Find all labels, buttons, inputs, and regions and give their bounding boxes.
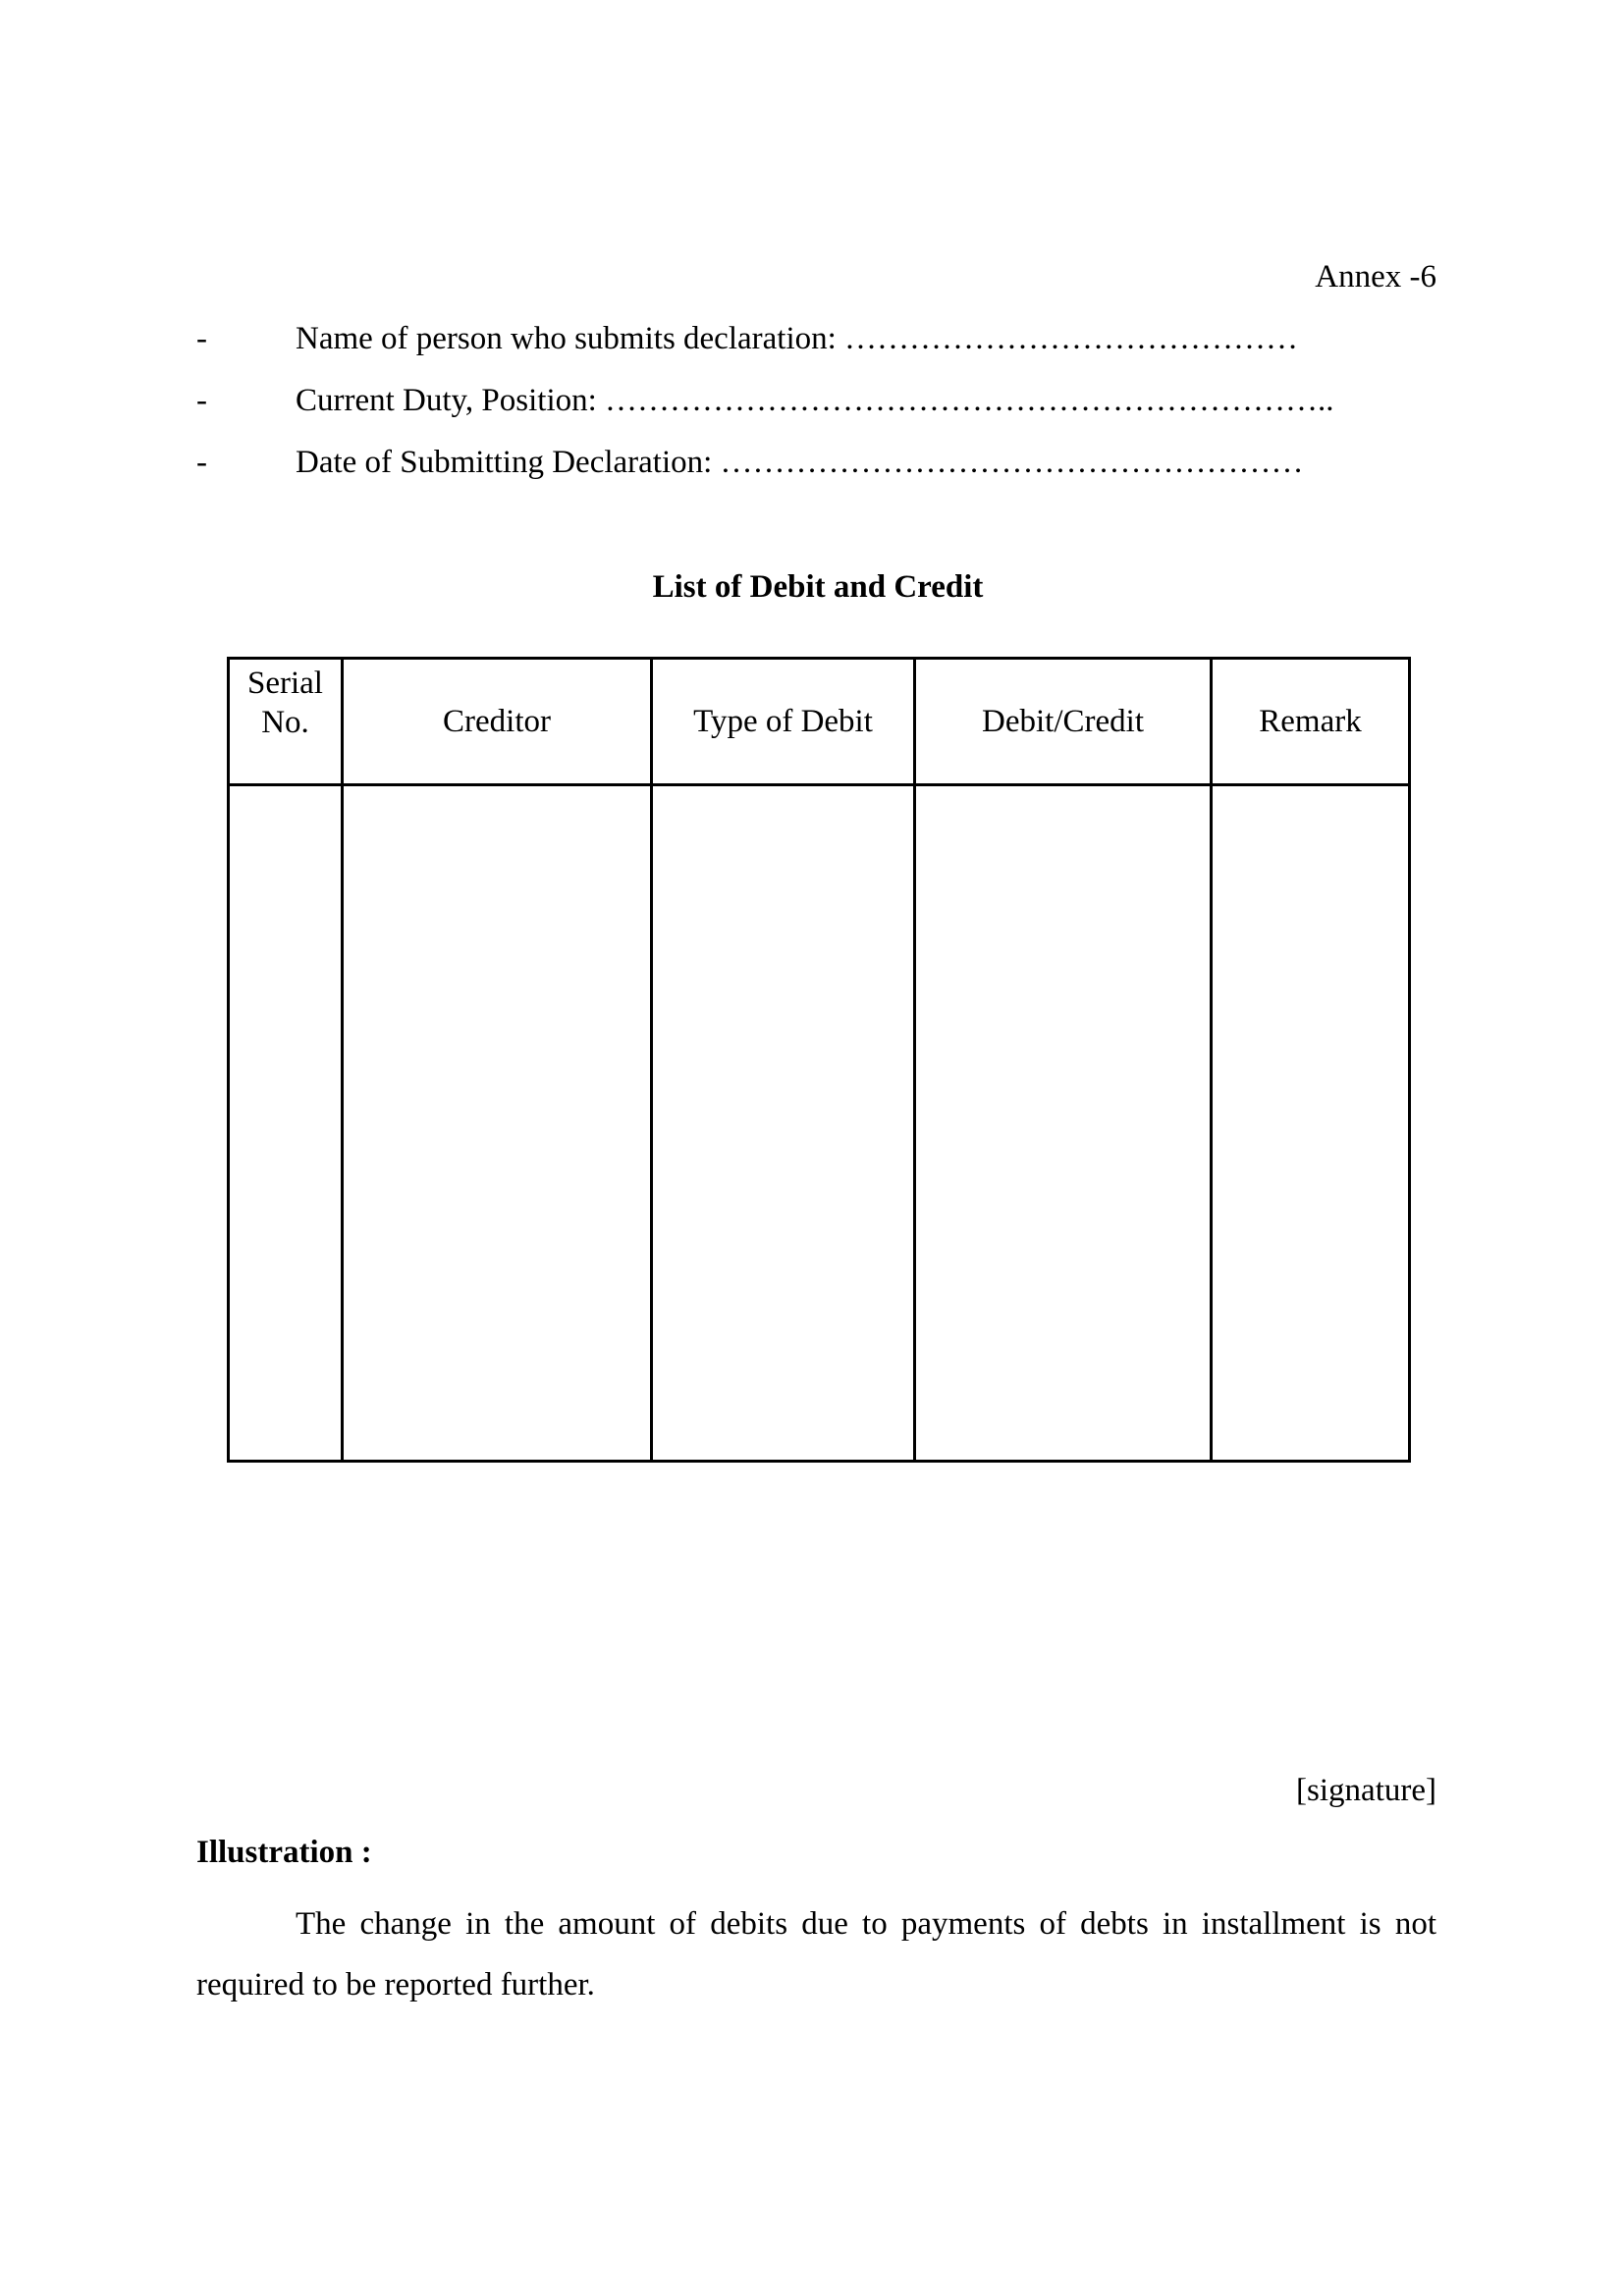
debit-credit-table (227, 657, 1411, 1463)
cell-type-of-debit[interactable] (652, 785, 915, 1462)
column-header-debit-credit: Debit/Credit (915, 659, 1212, 785)
column-header-serial-line2: No. (261, 705, 309, 740)
column-header-type-of-debit: Type of Debit (652, 659, 915, 785)
list-marker: - (196, 445, 207, 480)
field-submission-date-text: Date of Submitting Declaration: ……………………………………………… (296, 445, 1304, 480)
field-person-name (196, 319, 1438, 381)
list-marker: - (196, 321, 207, 356)
cell-remark[interactable] (1212, 785, 1410, 1462)
field-submission-date (196, 443, 1438, 505)
column-header-serial-no (229, 659, 343, 785)
table-title: List of Debit and Credit (652, 569, 984, 605)
illustration-text: The change in the amount of debits due to payments of debts in installment is not required to be reported further. (196, 1906, 1436, 2002)
field-person-name-text: Name of person who submits declaration: …………………………………… (296, 321, 1299, 356)
column-header-serial-line1: Serial (247, 666, 323, 701)
cell-debit-credit[interactable] (915, 785, 1212, 1462)
illustration-title: Illustration : (196, 1835, 372, 1870)
column-header-remark: Remark (1212, 659, 1410, 785)
table-row (229, 785, 1410, 1462)
signature-placeholder: [signature] (1296, 1773, 1436, 1808)
table-header-row (229, 659, 1410, 785)
field-current-duty-text: Current Duty, Position: ………………………………………………………….. (296, 383, 1334, 418)
list-marker: - (196, 383, 207, 418)
declaration-fields (196, 319, 1438, 505)
field-current-duty (196, 381, 1438, 443)
cell-creditor[interactable] (343, 785, 652, 1462)
cell-serial-no[interactable] (229, 785, 343, 1462)
annex-label: Annex -6 (1315, 259, 1436, 294)
column-header-creditor: Creditor (343, 659, 652, 785)
